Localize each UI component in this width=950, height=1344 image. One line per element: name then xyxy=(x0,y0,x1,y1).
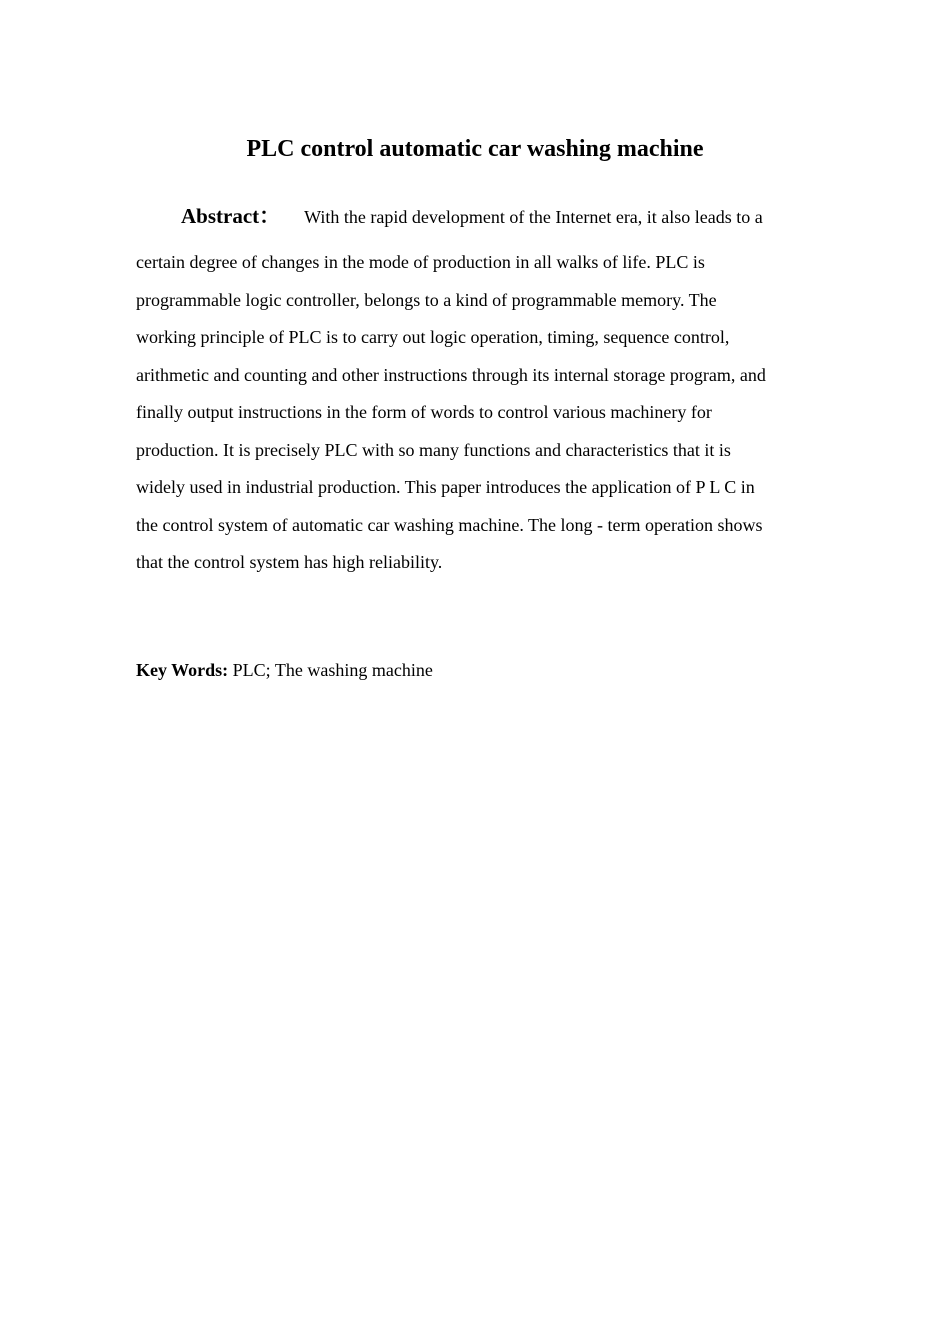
abstract-line: With the rapid development of the Internet era, it also leads to a xyxy=(304,207,763,227)
abstract-section xyxy=(136,198,814,582)
abstract-line: production. It is precisely PLC with so many functions and characteristics that it is xyxy=(136,439,731,460)
abstract-line: programmable logic controller, belongs to a kind of programmable memory. The xyxy=(136,289,717,310)
keywords-section xyxy=(136,654,433,686)
abstract-line: arithmetic and counting and other instructions through its internal storage program, and xyxy=(136,364,766,385)
keywords-text: PLC; The washing machine xyxy=(228,660,433,680)
abstract-first-line xyxy=(136,198,814,234)
document-title: PLC control automatic car washing machine xyxy=(246,136,704,162)
abstract-line: widely used in industrial production. This paper introduces the application of P L C in xyxy=(136,477,755,497)
abstract-line: that the control system has high reliability. xyxy=(136,552,443,572)
abstract-line: certain degree of changes in the mode of production in all walks of life. PLC is xyxy=(136,252,705,272)
abstract-line: the control system of automatic car washing machine. The long - term operation shows xyxy=(136,514,763,535)
abstract-body xyxy=(136,244,814,582)
abstract-label: Abstract： xyxy=(181,204,281,228)
keywords-label: Key Words: xyxy=(136,660,229,680)
abstract-line: working principle of PLC is to carry out logic operation, timing, sequence control, xyxy=(136,327,730,347)
abstract-line: finally output instructions in the form of words to control various machinery for xyxy=(136,402,712,422)
